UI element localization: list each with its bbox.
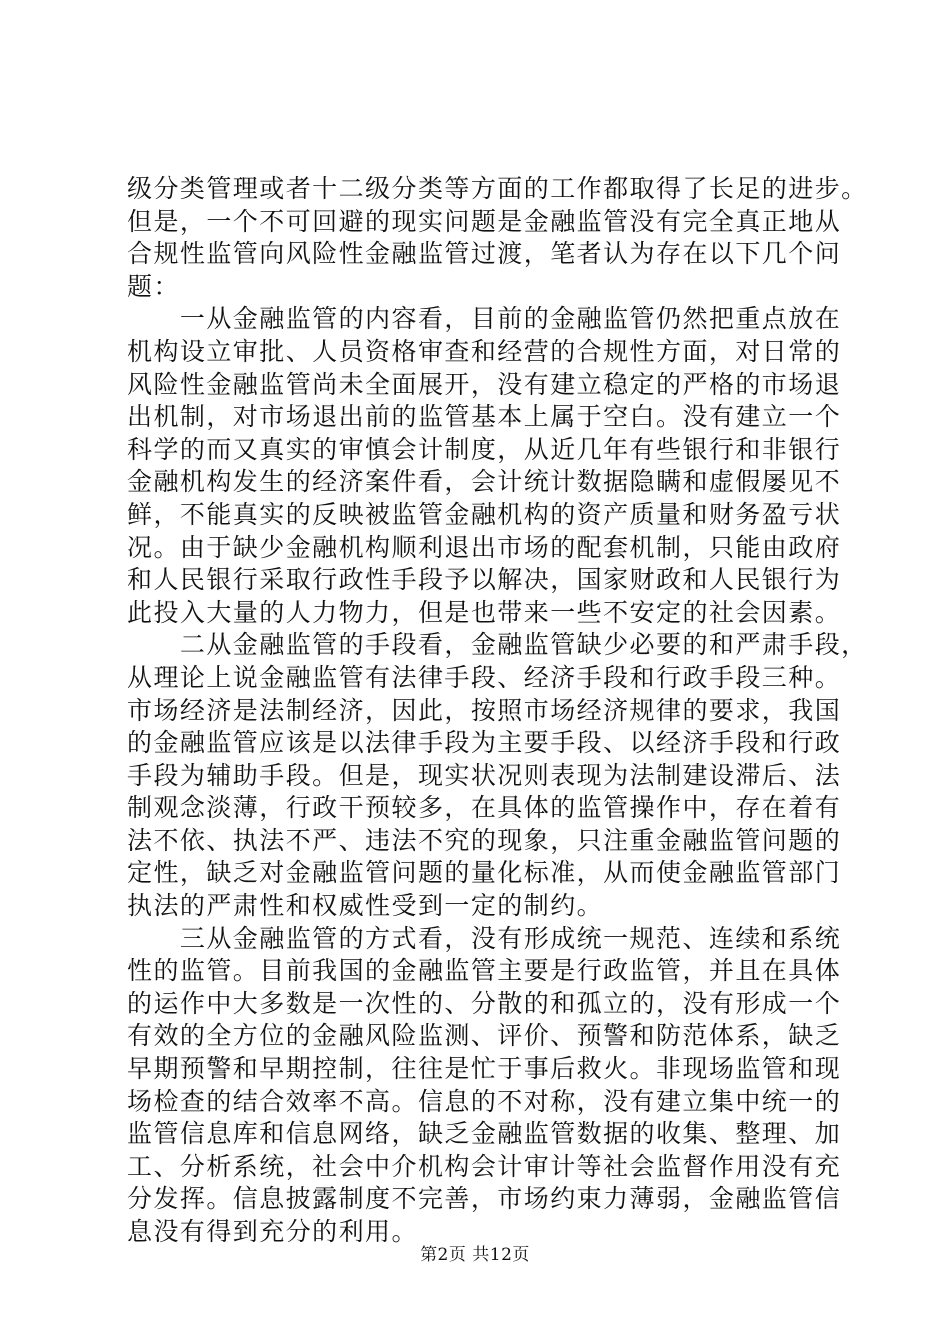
- text-line: 科学的而又真实的审慎会计制度，从近几年有些银行和非银行: [127, 434, 842, 464]
- text-line: 息没有得到充分的利用。: [127, 1217, 418, 1246]
- text-line: 风险性金融监管尚未全面展开，没有建立稳定的严格的市场退: [127, 369, 842, 399]
- text-line: 况。由于缺少金融机构顺利退出市场的配套机制，只能由政府: [127, 532, 842, 562]
- text-line: 市场经济是法制经济，因此，按照市场经济规律的要求，我国: [127, 695, 842, 725]
- text-line: 工、分析系统，社会中介机构会计审计等社会监督作用没有充: [127, 1151, 842, 1181]
- text-line: 和人民银行采取行政性手段予以解决，国家财政和人民银行为: [127, 565, 842, 595]
- text-line: 有效的全方位的金融风险监测、评价、预警和防范体系，缺乏: [127, 1021, 842, 1051]
- text-line: 定性，缺乏对金融监管问题的量化标准，从而使金融监管部门: [127, 858, 842, 888]
- text-line: 机构设立审批、人员资格审查和经营的合规性方面，对日常的: [127, 336, 842, 366]
- body-text: [127, 173, 868, 1249]
- text-line: 金融机构发生的经济案件看，会计统计数据隐瞒和虚假屡见不: [127, 467, 842, 497]
- text-line: 级分类管理或者十二级分类等方面的工作都取得了长足的进步。: [127, 174, 868, 203]
- text-line: 二从金融监管的手段看，金融监管缺少必要的和严肃手段，: [127, 630, 868, 660]
- text-line: 一从金融监管的内容看，目前的金融监管仍然把重点放在: [127, 304, 842, 334]
- text-line: 题：: [127, 271, 180, 301]
- text-line: 分发挥。信息披露制度不完善，市场约束力薄弱，金融监管信: [127, 1184, 842, 1214]
- text-line: 鲜，不能真实的反映被监管金融机构的资产质量和财务盈亏状: [127, 499, 842, 529]
- text-line: 场检查的结合效率不高。信息的不对称，没有建立集中统一的: [127, 1086, 842, 1116]
- text-line: 制观念淡薄，行政干预较多，在具体的监管操作中，存在着有: [127, 793, 842, 823]
- text-line: 从理论上说金融监管有法律手段、经济手段和行政手段三种。: [127, 662, 842, 692]
- page-number-footer: 第2页 共12页: [420, 1245, 530, 1265]
- text-line: 合规性监管向风险性金融监管过渡，笔者认为存在以下几个问: [127, 239, 842, 269]
- text-line: 执法的严肃性和权威性受到一定的制约。: [127, 891, 604, 921]
- text-line: 三从金融监管的方式看，没有形成统一规范、连续和系统: [127, 923, 842, 953]
- text-line: 早期预警和早期控制，往往是忙于事后救火。非现场监管和现: [127, 1054, 842, 1084]
- text-line: 的运作中大多数是一次性的、分散的和孤立的，没有形成一个: [127, 988, 842, 1018]
- text-line: 但是，一个不可回避的现实问题是金融监管没有完全真正地从: [127, 206, 842, 236]
- text-line: 此投入大量的人力物力，但是也带来一些不安定的社会因素。: [127, 597, 842, 627]
- text-line: 监管信息库和信息网络，缺乏金融监管数据的收集、整理、加: [127, 1119, 842, 1149]
- text-line: 手段为辅助手段。但是，现实状况则表现为法制建设滞后、法: [127, 760, 842, 790]
- text-line: 性的监管。目前我国的金融监管主要是行政监管，并且在具体: [127, 956, 842, 986]
- text-line: 法不依、执法不严、违法不究的现象，只注重金融监管问题的: [127, 825, 842, 855]
- text-line: 出机制，对市场退出前的监管基本上属于空白。没有建立一个: [127, 402, 842, 432]
- text-line: 的金融监管应该是以法律手段为主要手段、以经济手段和行政: [127, 728, 842, 758]
